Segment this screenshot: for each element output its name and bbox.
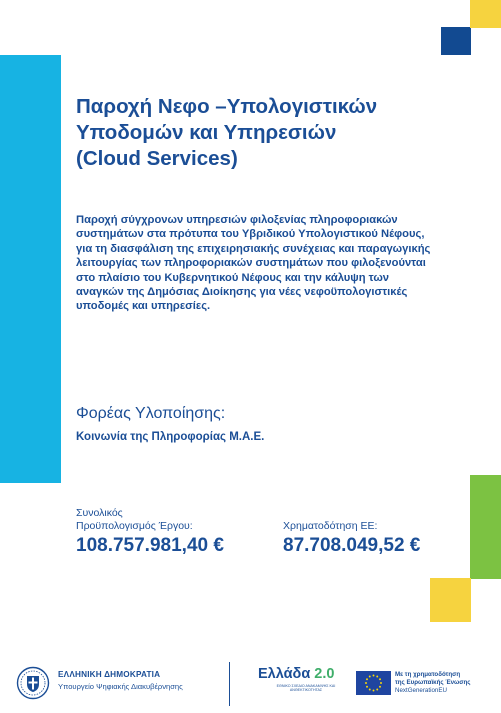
- eu-funding-line: Με τη χρηματοδότηση: [395, 671, 461, 678]
- decor-yellow-square-bottom: [430, 578, 471, 622]
- eu-star: [379, 686, 381, 688]
- implementing-body-value: Κοινωνία της Πληροφορίας Μ.Α.Ε.: [76, 431, 265, 443]
- title-line: Παροχή Νεφο –Υπολογιστικών: [76, 95, 378, 118]
- decor-green-bar: [470, 475, 501, 579]
- description-line: υποδομές και υπηρεσίες.: [76, 300, 211, 313]
- description-line: στο πλαίσιο του Κυβερνητικού Νέφους και την κάλυψη των: [76, 271, 390, 284]
- ellada-word: Ελλάδα: [258, 666, 311, 682]
- ellada-version: 2.0: [314, 666, 335, 682]
- description-line: Παροχή σύγχρονων υπηρεσιών φιλοξενίας πληροφοριακών: [76, 214, 398, 226]
- budget-label-line: Συνολικός: [76, 507, 123, 519]
- eu-star: [379, 678, 381, 680]
- footer-divider: [229, 662, 230, 706]
- eu-flag-icon: [356, 671, 391, 695]
- title-line: Υποδομών και Υπηρεσιών: [76, 121, 337, 144]
- eu-funding-notice: [395, 671, 495, 695]
- eu-star: [376, 676, 378, 678]
- eu-funding-line: της Ευρωπαϊκής Ένωσης: [395, 679, 471, 686]
- greek-coat-of-arms-icon: [16, 666, 50, 700]
- greece-2-0-logo: [258, 666, 334, 682]
- eu-star: [366, 678, 368, 680]
- eu-star: [366, 686, 368, 688]
- description-line: αναγκών της Δημόσιας Διοίκησης για νέες νεφοϋπολογιστικές: [76, 286, 408, 299]
- ministry-name: Υπουργείο Ψηφιακής Διακυβέρνησης: [58, 682, 183, 691]
- government-name: ΕΛΛΗΝΙΚΗ ΔΗΜΟΚΡΑΤΙΑ: [58, 670, 161, 679]
- eu-star: [365, 682, 367, 684]
- decor-cyan-bar: [0, 55, 61, 483]
- description-line: για τη διασφάλιση της επιχειρησιακής συνέχειας και παραγωγικής: [76, 242, 431, 255]
- project-description: [76, 213, 466, 314]
- recovery-plan-subtitle: ΕΘΝΙΚΟ ΣΧΕΔΙΟ ΑΝΑΚΑΜΨΗΣ ΚΑΙ ΑΝΘΕΚΤΙΚΟΤΗΤΑΣ: [276, 684, 336, 693]
- budget-label-line: Προϋπολογισμός Έργου:: [76, 520, 193, 532]
- next-generation-eu: NextGenerationEU: [395, 687, 447, 694]
- footer: [0, 650, 501, 713]
- total-budget-value: 108.757.981,40 €: [76, 535, 224, 556]
- eu-star: [373, 675, 375, 677]
- eu-star: [376, 689, 378, 691]
- eu-funding-label: Χρηματοδότηση ΕΕ:: [283, 520, 378, 532]
- eu-star: [373, 690, 375, 692]
- total-budget-label: [76, 507, 193, 533]
- eu-star: [380, 682, 382, 684]
- eu-funding-value: 87.708.049,52 €: [283, 535, 421, 556]
- eu-star: [369, 689, 371, 691]
- title-line: (Cloud Services): [76, 147, 238, 170]
- page-title: [76, 94, 456, 172]
- implementing-body-label: Φορέας Υλοποίησης:: [76, 405, 226, 422]
- description-line: συστημάτων στα πρότυπα του Υβριδικού Υπολογιστικού Νέφους,: [76, 228, 425, 241]
- decor-navy-square: [441, 27, 471, 55]
- eu-star: [369, 676, 371, 678]
- description-line: λειτουργίας των πληροφοριακών συστημάτων που φιλοξενούνται: [76, 257, 426, 270]
- decor-yellow-square-top: [470, 0, 501, 28]
